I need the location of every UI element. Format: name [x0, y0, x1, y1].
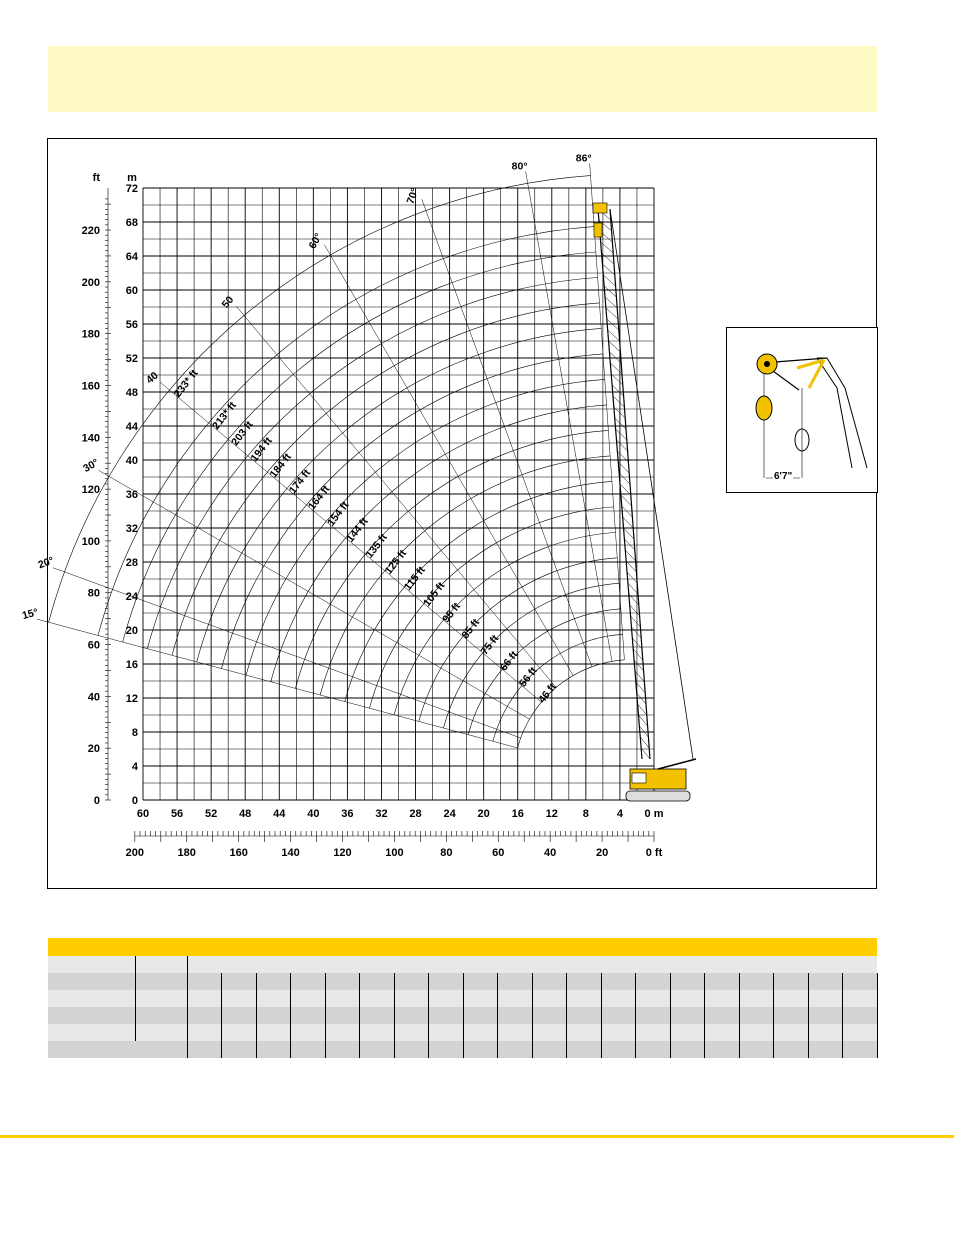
y-ft-tick-label: 180 — [81, 328, 100, 341]
boom-length-label: 75 ft — [478, 632, 502, 658]
table-column-divider — [566, 990, 567, 1007]
x-ft-tick-label: 0 ft — [645, 847, 663, 859]
table-column-divider — [187, 990, 188, 1007]
table-column-divider — [566, 1041, 567, 1058]
table-column-divider — [325, 1007, 326, 1024]
x-ft-tick-label: 160 — [229, 847, 248, 859]
table-column-divider — [359, 990, 360, 1007]
jib-inset-drawing — [727, 328, 877, 492]
boom-lattice-brace — [623, 517, 634, 528]
table-column-divider — [670, 1024, 671, 1041]
boom-lattice-brace — [601, 242, 614, 253]
load-table — [48, 938, 877, 1058]
x-ft-tick-label: 60 — [492, 847, 505, 859]
table-row — [48, 973, 877, 990]
table-column-divider — [566, 1007, 567, 1024]
table-column-divider — [187, 956, 188, 973]
table-column-divider — [808, 1007, 809, 1024]
boom-angle-line — [590, 163, 625, 659]
boom-angle-label: 15° — [20, 606, 40, 623]
boom-angle-label: 20° — [36, 554, 56, 572]
boom-lattice-brace — [609, 341, 621, 352]
boom-length-label: 203 ft — [229, 418, 256, 448]
boom-lattice-brace — [634, 660, 644, 671]
table-column-divider — [428, 973, 429, 990]
table-column-divider — [842, 973, 843, 990]
x-m-tick-label: 56 — [170, 808, 184, 820]
table-row — [48, 1041, 877, 1058]
y-m-tick-label: 12 — [125, 693, 138, 705]
table-column-divider — [773, 1007, 774, 1024]
boom-lattice-brace — [620, 484, 631, 495]
x-m-tick-label: 28 — [409, 808, 422, 820]
boom-lattice-brace — [631, 616, 641, 627]
boom-angle-label: 80° — [511, 160, 528, 173]
boom-angle-label: 30° — [81, 456, 101, 475]
x-ft-tick-label: 20 — [595, 847, 609, 859]
table-row — [48, 1007, 877, 1024]
boom-length-arc — [345, 481, 612, 701]
boom-lattice-brace — [622, 506, 633, 517]
x-m-tick-label: 16 — [511, 808, 524, 820]
table-column-divider — [394, 990, 395, 1007]
boom-length-label: 115 ft — [401, 564, 428, 593]
table-column-divider — [773, 990, 774, 1007]
x-m-tick-label: 4 — [616, 808, 623, 820]
boom-length-label: 233* ft — [171, 367, 201, 400]
boom-angle-label: 40 — [143, 369, 161, 387]
table-column-divider — [290, 1007, 291, 1024]
table-column-divider — [359, 1041, 360, 1058]
table-column-divider — [187, 1024, 188, 1041]
table-column-divider — [842, 990, 843, 1007]
boom-length-label: 95 ft — [440, 600, 463, 626]
y-ft-tick-label: 120 — [81, 484, 100, 497]
y-m-tick-label: 28 — [125, 557, 138, 569]
boom-length-arc — [123, 252, 596, 642]
y-ft-tick-label: 220 — [81, 225, 100, 238]
table-column-divider — [135, 1024, 136, 1041]
y-m-tick-label: 36 — [125, 489, 138, 501]
boom-angle-label: 70° — [404, 186, 422, 206]
range-chart — [20, 138, 877, 889]
table-column-divider — [704, 1041, 705, 1058]
table-column-divider — [463, 1007, 464, 1024]
boom-length-arc — [320, 456, 610, 695]
table-column-divider — [635, 1007, 636, 1024]
table-column-divider — [704, 1007, 705, 1024]
y-ft-tick-label: 140 — [81, 432, 100, 445]
boom-length-arc — [295, 430, 608, 688]
table-column-divider — [428, 1007, 429, 1024]
y-m-tick-label: 0 — [131, 795, 138, 807]
table-column-divider — [670, 973, 671, 990]
boom-lattice-brace — [633, 649, 643, 660]
boom-lattice-brace — [621, 495, 632, 506]
table-column-divider — [877, 1007, 878, 1024]
table-column-divider — [566, 973, 567, 990]
y-m-tick-label: 72 — [125, 183, 138, 195]
y-m-tick-label: 68 — [125, 217, 138, 229]
table-column-divider — [877, 973, 878, 990]
table-column-divider — [325, 990, 326, 1007]
table-column-divider — [601, 990, 602, 1007]
boom-length-arc — [468, 609, 621, 735]
boom-lattice-brace — [606, 308, 618, 319]
y-m-tick-label: 4 — [131, 761, 138, 773]
table-column-divider — [497, 973, 498, 990]
table-column-divider — [135, 1007, 136, 1024]
boom-length-label: 85 ft — [459, 616, 483, 642]
table-column-divider — [635, 973, 636, 990]
boom-length-label: 56 ft — [516, 664, 540, 690]
table-column-divider — [532, 1041, 533, 1058]
table-row — [48, 1024, 877, 1041]
table-column-divider — [842, 1007, 843, 1024]
y-m-tick-label: 44 — [125, 421, 138, 433]
x-m-tick-label: 20 — [477, 808, 490, 820]
table-column-divider — [739, 1007, 740, 1024]
table-column-divider — [221, 973, 222, 990]
table-column-divider — [497, 990, 498, 1007]
table-column-divider — [428, 1041, 429, 1058]
table-column-divider — [290, 990, 291, 1007]
table-column-divider — [187, 1041, 188, 1058]
x-m-tick-label: 0 m — [644, 808, 664, 820]
table-column-divider — [877, 990, 878, 1007]
table-column-divider — [670, 1007, 671, 1024]
boom-lattice-brace — [602, 253, 614, 264]
boom-length-arc — [98, 227, 594, 636]
table-column-divider — [290, 1024, 291, 1041]
boom-length-label: 135 ft — [363, 531, 390, 561]
boom-length-arc — [172, 303, 599, 658]
x-ft-tick-label: 180 — [177, 847, 196, 859]
x-m-tick-label: 44 — [273, 808, 286, 820]
table-column-divider — [359, 973, 360, 990]
table-column-divider — [221, 1007, 222, 1024]
table-column-divider — [635, 990, 636, 1007]
x-ft-tick-label: 120 — [333, 847, 352, 859]
table-column-divider — [394, 1041, 395, 1058]
x-m-tick-label: 40 — [307, 808, 320, 820]
table-column-divider — [135, 973, 136, 990]
boom-length-arc — [271, 405, 607, 682]
y-m-tick-label: 16 — [125, 659, 138, 671]
y-m-tick-label: 60 — [125, 285, 138, 297]
boom-lattice-brace — [638, 715, 647, 726]
table-column-divider — [601, 973, 602, 990]
boom-length-arc — [394, 532, 615, 714]
boom-length-arc — [443, 583, 619, 728]
table-column-divider — [221, 1041, 222, 1058]
boom-lattice-brace — [631, 627, 641, 638]
table-column-divider — [808, 990, 809, 1007]
boom-length-label: 46 ft — [536, 681, 559, 706]
table-column-divider — [135, 956, 136, 973]
y-unit-m: m — [127, 172, 137, 184]
y-ft-tick-label: 60 — [87, 639, 100, 652]
boom-lattice-brace — [602, 264, 614, 275]
y-m-tick-label: 32 — [125, 523, 138, 535]
table-column-divider — [532, 1024, 533, 1041]
table-column-divider — [187, 1007, 188, 1024]
x-ft-tick-label: 100 — [385, 847, 404, 859]
boom-length-label: 66 ft — [497, 648, 521, 674]
boom-lattice-brace — [604, 286, 616, 297]
boom-angle-label: 60° — [306, 231, 325, 251]
table-column-divider — [135, 990, 136, 1007]
table-body — [48, 956, 877, 1058]
x-m-tick-label: 60 — [136, 808, 150, 820]
boom-lattice-brace — [613, 396, 624, 407]
boom-lattice-brace — [637, 693, 646, 704]
y-ft-tick-label: 100 — [81, 535, 100, 548]
boom-lattice-brace — [619, 473, 630, 484]
table-column-divider — [842, 1024, 843, 1041]
boom-lattice-brace — [612, 385, 624, 396]
table-column-divider — [221, 990, 222, 1007]
table-column-divider — [463, 1041, 464, 1058]
table-column-divider — [532, 1007, 533, 1024]
table-column-divider — [325, 1024, 326, 1041]
x-m-tick-label: 8 — [582, 808, 589, 820]
table-column-divider — [290, 1041, 291, 1058]
y-unit-ft: ft — [92, 172, 100, 184]
table-column-divider — [842, 1041, 843, 1058]
table-column-divider — [635, 1041, 636, 1058]
y-ft-tick-label: 200 — [81, 276, 100, 289]
y-ft-tick-label: 0 — [93, 795, 100, 807]
boom-length-label: 194 ft — [248, 435, 275, 465]
x-ft-tick-label: 200 — [125, 847, 145, 859]
boom-lattice-brace — [616, 429, 627, 440]
y-m-tick-label: 64 — [125, 251, 138, 263]
table-column-divider — [773, 1024, 774, 1041]
table-column-divider — [325, 973, 326, 990]
x-m-tick-label: 48 — [239, 808, 252, 820]
x-ft-tick-label: 80 — [440, 847, 453, 859]
table-header — [48, 938, 877, 956]
table-column-divider — [290, 973, 291, 990]
table-column-divider — [463, 990, 464, 1007]
table-column-divider — [635, 1024, 636, 1041]
table-column-divider — [601, 1041, 602, 1058]
y-ft-tick-label: 80 — [87, 587, 100, 600]
boom-length-label: 154 ft — [325, 499, 352, 529]
boom-lattice-brace — [624, 539, 634, 550]
boom-lattice-brace — [628, 583, 638, 594]
table-column-divider — [256, 990, 257, 1007]
boom-length-label: 125 ft — [382, 547, 410, 577]
table-row — [48, 956, 877, 973]
table-column-divider — [463, 973, 464, 990]
boom-length-label: 144 ft — [344, 515, 371, 545]
table-column-divider — [601, 1007, 602, 1024]
boom-lattice-brace — [625, 550, 635, 561]
x-m-tick-label: 24 — [443, 808, 456, 820]
table-column-divider — [704, 1024, 705, 1041]
table-column-divider — [532, 990, 533, 1007]
x-m-tick-label: 52 — [205, 808, 218, 820]
boom-angle-line — [37, 619, 518, 748]
table-column-divider — [877, 1041, 878, 1058]
table-column-divider — [428, 1024, 429, 1041]
boom-lattice-brace — [626, 561, 636, 572]
boom-lattice-brace — [639, 726, 648, 737]
chart-labels — [21, 152, 664, 859]
table-column-divider — [497, 1041, 498, 1058]
boom-lattice-brace — [635, 671, 644, 682]
table-column-divider — [670, 990, 671, 1007]
table-column-divider — [256, 973, 257, 990]
boom-length-arc — [369, 507, 613, 708]
boom-lattice-brace — [605, 297, 617, 308]
boom-lattice-brace — [638, 704, 647, 715]
boom-lattice-brace — [611, 374, 623, 385]
table-column-divider — [670, 1041, 671, 1058]
table-column-divider — [601, 1024, 602, 1041]
boom-angle-label: 50 — [219, 294, 237, 311]
boom-lattice-brace — [616, 440, 627, 451]
table-column-divider — [773, 1041, 774, 1058]
table-column-divider — [808, 1041, 809, 1058]
table-column-divider — [256, 1041, 257, 1058]
y-m-tick-label: 48 — [125, 387, 138, 399]
table-column-divider — [394, 973, 395, 990]
boom-lattice-brace — [624, 528, 634, 539]
table-column-divider — [739, 973, 740, 990]
boom-lattice-brace — [603, 275, 615, 286]
y-m-tick-label: 20 — [125, 625, 138, 637]
x-m-tick-label: 12 — [545, 808, 558, 820]
y-m-tick-label: 8 — [131, 727, 138, 739]
table-column-divider — [739, 1024, 740, 1041]
top-banner — [48, 46, 877, 112]
table-column-divider — [497, 1024, 498, 1041]
table-column-divider — [808, 1024, 809, 1041]
x-m-tick-label: 32 — [375, 808, 388, 820]
y-m-tick-label: 24 — [125, 591, 138, 603]
boom-length-label: 184 ft — [267, 451, 294, 481]
y-ft-tick-label: 160 — [81, 380, 100, 393]
table-column-divider — [359, 1007, 360, 1024]
boom-length-label: 213* ft — [210, 399, 239, 432]
table-column-divider — [394, 1007, 395, 1024]
boom-length-arc — [147, 277, 597, 648]
jib-inset — [726, 327, 878, 493]
y-m-tick-label: 52 — [125, 353, 138, 365]
boom-length-arc — [246, 379, 605, 675]
x-ft-tick-label: 140 — [281, 847, 300, 859]
x-m-tick-label: 36 — [341, 808, 354, 820]
boom-length-label: 164 ft — [305, 483, 333, 513]
table-column-divider — [359, 1024, 360, 1041]
crane-drawing — [593, 203, 696, 801]
table-column-divider — [325, 1041, 326, 1058]
table-column-divider — [704, 990, 705, 1007]
dimension-label: 6'7" — [774, 471, 793, 482]
boom-lattice-brace — [608, 330, 620, 341]
table-column-divider — [704, 973, 705, 990]
table-column-divider — [428, 990, 429, 1007]
x-ft-tick-label: 40 — [544, 847, 557, 859]
boom-angle-label: 86° — [575, 152, 592, 165]
table-column-divider — [463, 1024, 464, 1041]
range-chart-svg — [20, 139, 878, 890]
boom-lattice-brace — [627, 572, 637, 583]
y-m-tick-label: 40 — [125, 455, 138, 467]
boom-lattice-brace — [609, 352, 621, 363]
table-column-divider — [739, 1041, 740, 1058]
table-column-divider — [808, 973, 809, 990]
table-row — [48, 990, 877, 1007]
table-column-divider — [394, 1024, 395, 1041]
table-column-divider — [187, 973, 188, 990]
boom-length-label: 105 ft — [421, 579, 448, 609]
table-column-divider — [739, 990, 740, 1007]
table-column-divider — [256, 1024, 257, 1041]
table-column-divider — [566, 1024, 567, 1041]
boom-lattice-brace — [630, 605, 640, 616]
bottom-rule — [0, 1135, 954, 1138]
table-column-divider — [877, 1024, 878, 1041]
boom-length-label: 174 ft — [286, 467, 314, 497]
table-column-divider — [773, 973, 774, 990]
table-column-divider — [221, 1024, 222, 1041]
table-column-divider — [256, 1007, 257, 1024]
table-column-divider — [497, 1007, 498, 1024]
y-ft-tick-label: 40 — [87, 691, 100, 704]
boom-lattice-brace — [607, 319, 619, 330]
table-column-divider — [532, 973, 533, 990]
y-ft-tick-label: 20 — [87, 743, 100, 756]
y-m-tick-label: 56 — [125, 319, 138, 331]
